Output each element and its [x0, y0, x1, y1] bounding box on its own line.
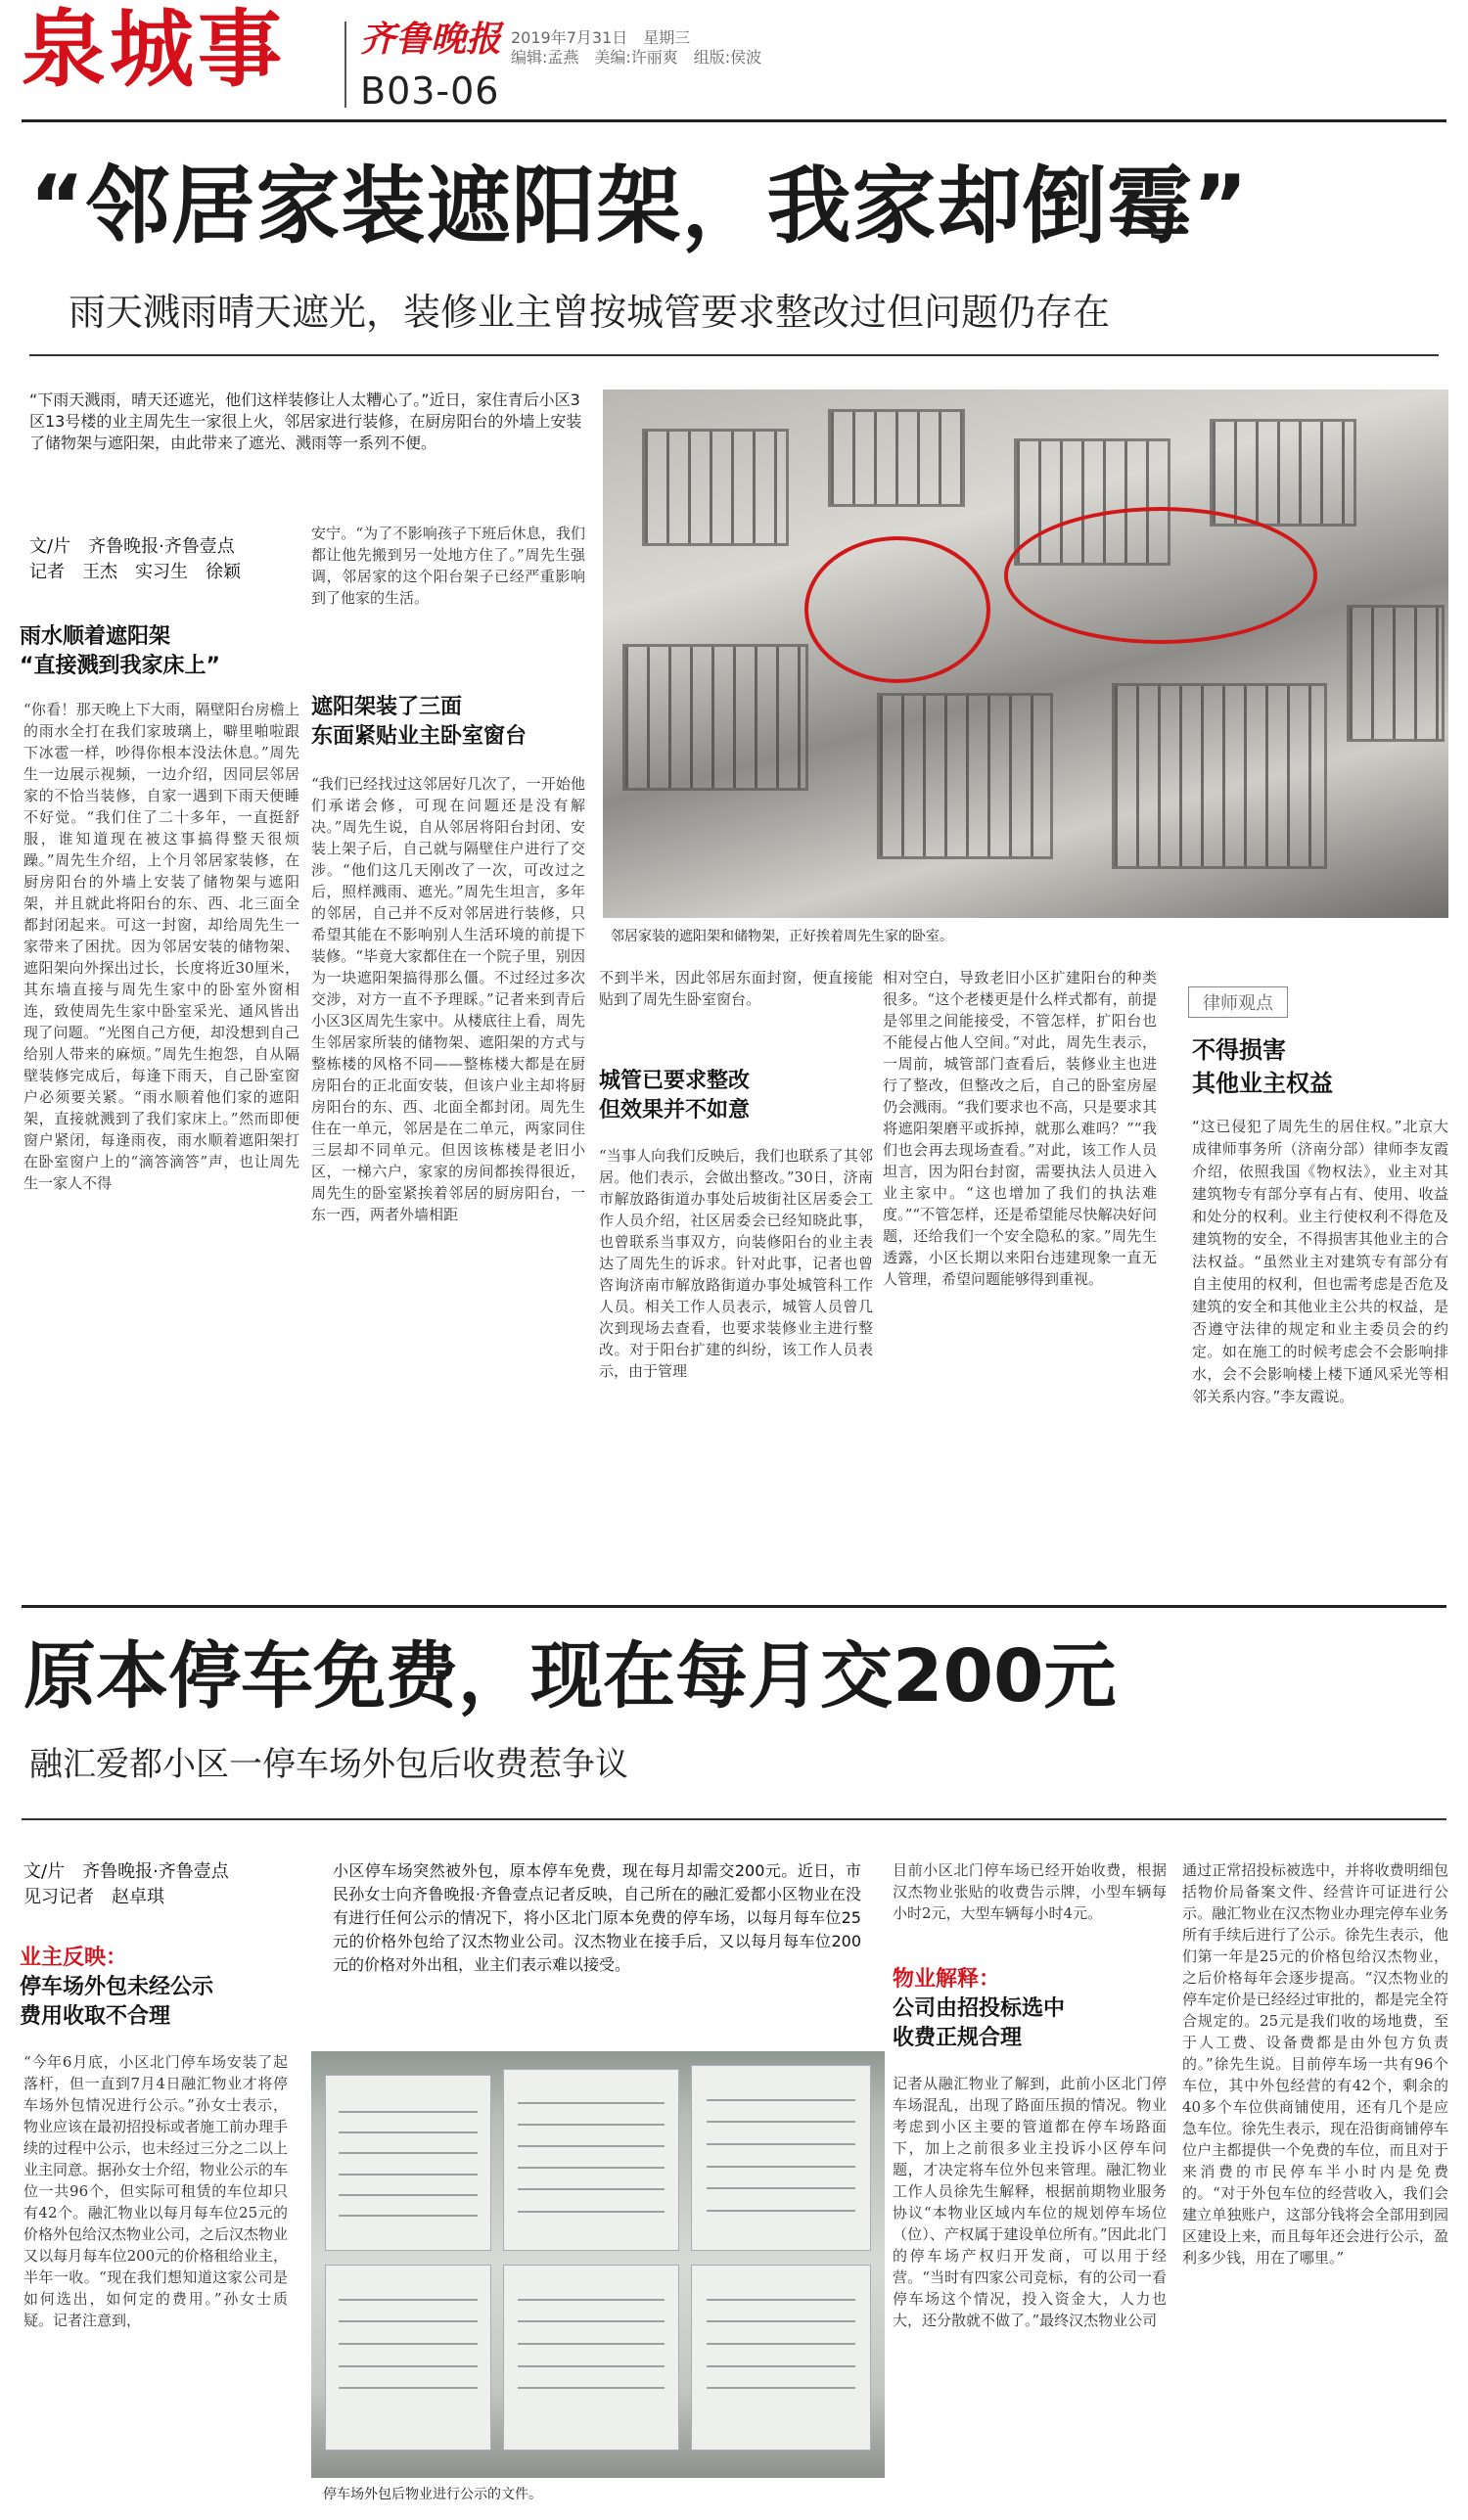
- subhead-1-line-2: “直接溅到我家床上”: [20, 654, 220, 678]
- article1-subhead: 雨天溅雨晴天遮光，装修业主曾按城管要求整改过但问题仍存在: [69, 291, 1111, 334]
- byline-line-2: 见习记者 赵卓琪: [23, 1887, 164, 1907]
- article2-column-4: 通过正常招投标被选中，并将收费明细包括物价局备案文件、经营许可证进行公示。融汇物业在汉杰物业办理完停车业务所有手续后进行了公示。徐先生表示，他们第一年是25元的价格包给汉杰物业，之后价格每年会逐步提高。“汉杰物业的停车定价是已经经过审批的，都是完全符合规定的。25元是我们收的场地费，至于人工费、设备费都是由外包方负责的。”徐先生说。目前停车场一共有96个车位，其中外包经营的有42个，剩余的40多个车位供商铺使用，还有几个是应急车位。徐先生表示，现在沿街商铺停车位户主都提供一个免费的车位，而且对于来消费的市民停车半小时内是免费的。“对于外包车位的经营收入，我们会建立单独账户，这部分钱将会全部用到园区建设上来，而且每年还会进行公示，盈利多少钱，用在了哪里。”: [1182, 1861, 1448, 2267]
- article2-lead: 小区停车场突然被外包，原本停车免费，现在每月却需交200元。近日，市民孙女士向齐鲁晚报·齐鲁壹点记者反映，自己所在的融汇爱都小区物业在没有进行任何公示的情况下，将小区北门原本免费的停车场，以每月每车位25元的价格外包给了汉杰物业公司。汉杰物业在接手后，又以每月每车位200元的价格对外出租，业主们表示难以接受。: [333, 1861, 861, 1974]
- lawyer-opinion-tag: 律师观点: [1188, 986, 1288, 1018]
- lawyer-opinion-text: “这已侵犯了周先生的居住权。”北京大成律师事务所（济南分部）律师李友霞介绍，依照我国《物权法》，业主对其建筑物专有部分享有占有、使用、收益和处分的权利。业主行使权利不得危及建筑物的安全，不得损害其他业主的合法权益。“虽然业主对建筑专有部分有自主使用的权利，但也需考虑是否危及建筑的安全和其他业主公共的权益，是否遵守法律的规定和业主委员会的约定。如在施工的时候考虑会不会影响排水，会不会影响楼上楼下通风采光等相邻关系内容。”李友霞说。: [1192, 1118, 1448, 1405]
- subhead-2-tag: 物业解释：: [893, 1967, 1001, 1992]
- staff-credits: 编辑:孟燕 美编:许丽爽 组版:侯波: [511, 48, 762, 67]
- article2-photo: [311, 2051, 885, 2478]
- subhead-3-line-1: 城管已要求整改: [599, 1069, 751, 1093]
- article1-photo: [603, 389, 1448, 918]
- byline-line-1: 文/片 齐鲁晚报·齐鲁壹点: [29, 536, 235, 557]
- subhead-2-line-1: 公司由招投标选中: [893, 1996, 1066, 2021]
- article1-subhead-3: [599, 1067, 883, 1125]
- byline-line-1: 文/片 齐鲁晚报·齐鲁壹点: [23, 1861, 229, 1882]
- article2-byline: [23, 1859, 317, 1910]
- photo-window: [1347, 605, 1445, 742]
- subhead-1-line-1: 停车场外包未经公示: [20, 1975, 214, 1999]
- subhead-1-line-1: 雨水顺着遮阳架: [20, 624, 171, 649]
- lawyer-title-line-2: 其他业主权益: [1192, 1070, 1333, 1097]
- notice-paper: [691, 2265, 871, 2451]
- subhead-3-line-2: 但效果并不如意: [599, 1098, 751, 1123]
- photo-window: [622, 644, 808, 791]
- highlight-circle: [804, 536, 990, 683]
- article1-subhead-2: [311, 693, 595, 752]
- article1-lead: “下雨天溅雨，晴天还遮光，他们这样装修让人太糟心了。”近日，家住青后小区3区13号楼的业主周先生一家很上火，邻居家进行装修，在厨房阳台的外墙上安装了储物架与遮阳架，由此带来了遮光、溅雨等一系列不便。: [29, 390, 582, 452]
- lawyer-title-line-1: 不得损害: [1192, 1036, 1286, 1064]
- article2-column-1: “今年6月底，小区北门停车场安装了起落杆，但一直到7月4日融汇物业才将停车场外包情况进行公示。”孙女士表示，物业应该在最初招投标或者施工前办理手续的过程中公示，也未经过三分之二以上业主同意。据孙女士介绍，物业公示的车位一共96个，但实际可租赁的车位却只有42个。融汇物业以每月每车位25元的价格外包给汉杰物业公司，之后汉杰物业又以每月每车位200元的价格租给业主，半年一收。“现在我们想知道这家公司是如何选出，如何定的费用。”孙女士质疑。记者注意到，: [23, 2053, 288, 2329]
- masthead-divider: [344, 22, 346, 108]
- article2-subhead-1: [20, 1944, 313, 2032]
- article2-column-3a: 目前小区北门停车场已经开始收费，根据汉杰物业张贴的收费告示牌，小型车辆每小时2元，大型车辆每小时4元。: [893, 1861, 1167, 1922]
- issue-date: 2019年7月31日 星期三: [511, 28, 691, 47]
- article2-rule: [22, 1818, 1446, 1820]
- article1-byline: [29, 534, 323, 585]
- notice-paper: [503, 2069, 679, 2251]
- newspaper-logo: 齐鲁晚报: [360, 19, 502, 60]
- subhead-2-line-1: 遮阳架装了三面: [311, 695, 463, 719]
- article2-subhead: 融汇爱都小区一停车场外包后收费惹争议: [29, 1745, 628, 1784]
- subhead-2-line-2: 东面紧贴业主卧室窗台: [311, 724, 528, 749]
- article1-column-3a: 不到半米，因此邻居东面封窗，便直接能贴到了周先生卧室窗台。: [599, 969, 873, 1008]
- photo-window: [1210, 419, 1356, 527]
- article1-rule: [29, 354, 1439, 356]
- photo-window: [877, 693, 1053, 859]
- photo-window: [642, 429, 789, 546]
- notice-paper: [325, 2265, 491, 2451]
- subhead-1-line-2: 费用收取不合理: [20, 2004, 171, 2029]
- article1-column-4: 相对空白，导致老旧小区扩建阳台的种类很多。“这个老楼更是什么样式都有，前提是邻里之间能接受，不管怎样，扩阳台也不能侵占他人空间。”对此，周先生表示，一周前，城管部门查看后，装修业主也进行了整改，但整改之后，自己的卧室房屋仍会溅雨。“我们要求也不高，只是要求其将遮阳架磨平或拆掉，就那么难吗？”“我们也会再去现场查看。”对此，该工作人员坦言，因为阳台封窗，需要执法人员进入业主家中。“这也增加了我们的执法难度。”“不管怎样，还是希望能尽快解决好问题，还给我们一个安全隐私的家。”周先生透露，小区长期以来阳台违建现象一直无人管理，希望问题能够得到重视。: [883, 969, 1157, 1288]
- article1-column-2b: “我们已经找过这邻居好几次了，一开始他们承诺会修，可现在问题还是没有解决。”周先生说，自从邻居将阳台封闭、安装上架子后，自己就与隔壁住户进行了交涉。“他们这几天刚改了一次，可改过之后，照样溅雨、遮光。”周先生坦言，多年的邻居，自己并不反对邻居进行装修，只希望其能在不影响别人生活环境的前提下装修。“毕竟大家都住在一个院子里，别因为一块遮阳架搞得那么僵。不过经过多次交涉，对方一直不予理睬。”记者来到青后小区3区周先生家中。从楼底往上看，周先生邻居家所装的储物架、遮阳架的方式与整栋楼的风格不同——整栋楼大都是在厨房阳台的正北面安装，但该户业主却将厨房阳台的东、西、北面全都封闭。周先生住在一单元，邻居是在二单元，两家同住三层却不同单元。但因该栋楼是老旧小区，一梯六户，家家的房间都挨得很近，周先生的卧室紧挨着邻居的厨房阳台，一东一西，两者外墙相距: [311, 775, 585, 1223]
- page-number: B03-06: [360, 69, 500, 113]
- article-separator: [22, 1605, 1446, 1608]
- article2-headline: 原本停车免费，现在每月交200元: [23, 1634, 1117, 1718]
- article2-column-3b: 记者从融汇物业了解到，此前小区北门停车场混乱，出现了路面压损的情况。物业考虑到小区主要的管道都在停车场路面下，加上之前很多业主投诉小区停车问题，才决定将车位外包来管理。融汇物业工作人员徐先生解释，根据前期物业服务协议“本物业区域内车位的规划停车场位（位）、产权属于建设单位所有。”因此北门的停车场产权归开发商，可以用于经营。“当时有四家公司竞标，有的公司一看停车场这个情况，投入资金大，人力也大，还分散就不做了。”最终汉杰物业公司: [893, 2075, 1167, 2329]
- lawyer-opinion-title: [1192, 1033, 1446, 1100]
- notice-paper: [325, 2075, 491, 2251]
- article1-photo-caption: 邻居家装的遮阳架和储物架，正好挨着周先生家的卧室。: [611, 929, 953, 944]
- article1-column-3b: “当事人向我们反映后，我们也联系了其邻居。他们表示，会做出整改。”30日，济南市解放路街道办事处后坡街社区居委会工作人员介绍，社区居委会已经知晓此事，也曾联系当事双方，向装修阳台的业主表达了周先生的诉求。针对此事，记者也曾咨询济南市解放路街道办事处城管科工作人员。相关工作人员表示，城管人员曾几次到现场去查看，也要求装修业主进行整改。对于阳台扩建的纠纷，该工作人员表示，由于管理: [599, 1147, 873, 1380]
- photo-window: [1112, 683, 1327, 869]
- article1-column-1: “你看！那天晚上下大雨，隔壁阳台房檐上的雨水全打在我们家玻璃上，噼里啪啦跟下冰雹一样，吵得你根本没法休息。”周先生一边展示视频，一边介绍，因同层邻居家的不恰当装修，自家一遇到下雨天便睡不好觉。“我们住了二十多年，一直挺舒服，谁知道现在被这事搞得整天很烦躁。”周先生介绍，上个月邻居家装修，在厨房阳台的外墙上安装了储物架与遮阳架，并且就此将阳台的东、西、北三面全都封闭起来。可这一封窗，却给周先生一家带来了困扰。因为邻居安装的储物架、遮阳架向外探出过长，长度将近30厘米，其东墙直接与周先生家中的卧室外窗相连，致使周先生家中卧室采光、通风皆出现了问题。“光图自己方便，却没想到自己给别人带来的麻烦。”周先生抱怨，自从隔壁装修完成后，每逢下雨天，自己卧室窗户必须要关紧。“雨水顺着他们家的遮阳架，直接就溅到了我们家床上。”然而即便窗户紧闭，每逢雨夜，雨水顺着遮阳架打在卧室窗户上的“滴答滴答”声，也让周先生一家人不得: [23, 701, 299, 1192]
- article1-headline: “邻居家装遮阳架，我家却倒霉”: [29, 158, 1250, 255]
- section-title: 泉城事: [22, 1, 286, 99]
- article2-photo-caption: 停车场外包后物业进行公示的文件。: [323, 2487, 542, 2502]
- subhead-2-line-2: 收费正规合理: [893, 2026, 1023, 2050]
- article1-column-2a: 安宁。“为了不影响孩子下班后休息，我们都让他先搬到另一处地方住了。”周先生强调，邻居家的这个阳台架子已经严重影响到了他家的生活。: [311, 525, 585, 607]
- masthead-rule: [22, 119, 1446, 122]
- photo-window: [828, 409, 965, 507]
- byline-line-2: 记者 王杰 实习生 徐颖: [29, 562, 241, 582]
- article2-subhead-2: [893, 1965, 1176, 2053]
- highlight-circle: [1004, 507, 1317, 644]
- notice-paper: [691, 2065, 871, 2251]
- notice-paper: [503, 2265, 679, 2451]
- subhead-1-tag: 业主反映：: [20, 1946, 128, 1970]
- article1-subhead-1: [20, 622, 313, 681]
